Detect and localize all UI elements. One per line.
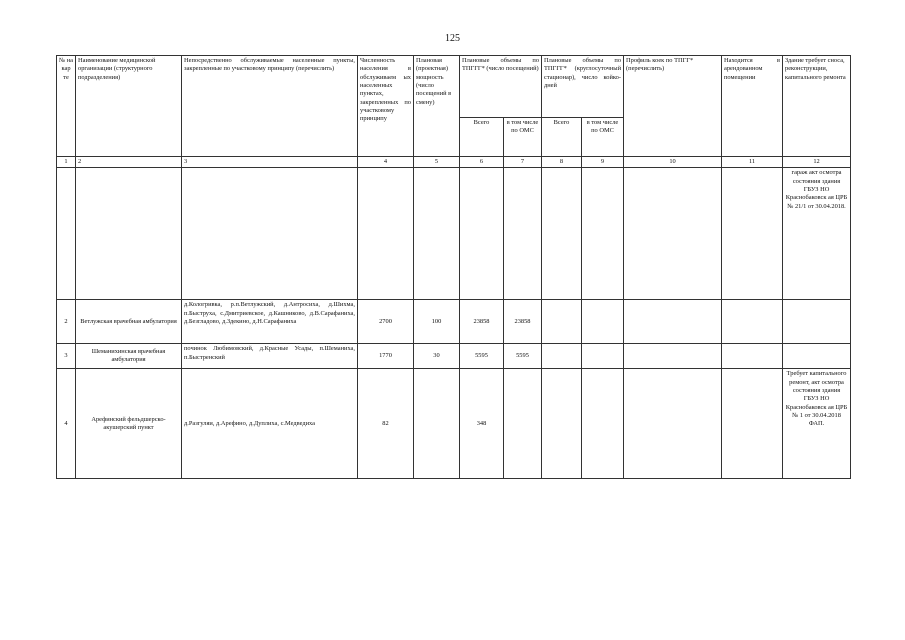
column-number: 4 (358, 157, 414, 168)
table-row (57, 369, 851, 479)
table-row (57, 168, 851, 300)
header-visits-group: Плановые объемы по ТПГГГ* (число посещений) (460, 56, 542, 118)
cell-visits-oms: 5595 (504, 344, 542, 369)
column-number: 1 (57, 157, 76, 168)
header-org: Наименование медицинской организации (структурного подразделения) (76, 56, 182, 157)
header-visits-oms: в том числе по ОМС (504, 118, 542, 157)
cell-org (76, 168, 182, 300)
column-number: 7 (504, 157, 542, 168)
cell-visits-oms (504, 168, 542, 300)
column-number-row (57, 157, 851, 168)
cell-population: 2700 (358, 300, 414, 344)
cell-visits-total: 5595 (460, 344, 504, 369)
cell-capacity: 100 (414, 300, 460, 344)
column-number: 12 (783, 157, 851, 168)
column-number: 11 (722, 157, 783, 168)
cell-visits-oms: 23858 (504, 300, 542, 344)
cell-beds-total (542, 168, 582, 300)
cell-repair (783, 300, 851, 344)
header-population: Численность населения в обслуживаем ых населенных пунктах, закрепленных по участковому принципу (358, 56, 414, 157)
cell-visits-total (460, 168, 504, 300)
cell-beds-total (542, 369, 582, 479)
header-beds-oms: в том числе по ОМС (582, 118, 624, 157)
cell-num: 4 (57, 369, 76, 479)
header-row (57, 56, 851, 118)
cell-rented (722, 300, 783, 344)
header-capacity: Плановая (проектная) мощность (число посещений в смену) (414, 56, 460, 157)
cell-repair (783, 344, 851, 369)
cell-profile (624, 369, 722, 479)
cell-population (358, 168, 414, 300)
cell-beds-total (542, 344, 582, 369)
cell-population: 1770 (358, 344, 414, 369)
cell-rented (722, 168, 783, 300)
column-number: 10 (624, 157, 722, 168)
cell-profile (624, 344, 722, 369)
cell-org: Ветлужская врачебная амбулатория (76, 300, 182, 344)
table-row (57, 344, 851, 369)
cell-visits-total: 348 (460, 369, 504, 479)
cell-visits-total: 23858 (460, 300, 504, 344)
cell-org: Арефинский фельдшерско-акушерский пункт (76, 369, 182, 479)
cell-num: 2 (57, 300, 76, 344)
cell-num: 3 (57, 344, 76, 369)
page-number: 125 (445, 33, 460, 44)
cell-profile (624, 168, 722, 300)
cell-beds-oms (582, 300, 624, 344)
cell-capacity (414, 369, 460, 479)
header-profile: Профиль коек по ТПГГ* (перечислить) (624, 56, 722, 157)
header-rented: Находится в арендованном помещении (722, 56, 783, 157)
cell-areas: починок Любимовский, д.Красные Усады, п.Шеманиха, п.Быстренский (182, 344, 358, 369)
cell-areas: д.Разгуляи, д.Арефино, д.Дуплиха, с.Медведиха (182, 369, 358, 479)
column-number: 2 (76, 157, 182, 168)
cell-areas: д.Кологривка, р.п.Ветлужский, д.Антросиха, д.Шихма, п.Быструха, с.Дмитриевское, д.Кашниково, д.В.Сарафаниха, д.Безгладово, д.Здекино, д.Н.Сарафаниха (182, 300, 358, 344)
cell-beds-oms (582, 168, 624, 300)
cell-population: 82 (358, 369, 414, 479)
header-repair: Здание требует сноса, реконструкции, капитального ремонта (783, 56, 851, 157)
header-visits-total: Всего (460, 118, 504, 157)
column-number: 3 (182, 157, 358, 168)
cell-num (57, 168, 76, 300)
facilities-table (56, 55, 851, 479)
column-number: 9 (582, 157, 624, 168)
column-number: 8 (542, 157, 582, 168)
table-row (57, 300, 851, 344)
cell-visits-oms (504, 369, 542, 479)
header-areas: Непосредственно обслуживаемые населенные пункты, закрепленные по участковому принципу (перечислить) (182, 56, 358, 157)
column-number: 5 (414, 157, 460, 168)
cell-areas (182, 168, 358, 300)
cell-capacity (414, 168, 460, 300)
cell-rented (722, 369, 783, 479)
cell-beds-oms (582, 369, 624, 479)
cell-beds-total (542, 300, 582, 344)
cell-rented (722, 344, 783, 369)
header-beds-group: Плановые объемы по ТПГГГ* (круглосуточный стационар), число койко-дней (542, 56, 624, 118)
column-number: 6 (460, 157, 504, 168)
cell-org: Шеманихинская врачебная амбулатория (76, 344, 182, 369)
cell-capacity: 30 (414, 344, 460, 369)
cell-beds-oms (582, 344, 624, 369)
cell-profile (624, 300, 722, 344)
header-beds-total: Всего (542, 118, 582, 157)
cell-repair: гараж акт осмотра состояния здания ГБУЗ НО Краснобаковск ая ЦРБ № 21/1 от 30.04.2018. (783, 168, 851, 300)
cell-repair: Требует капитального ремонт, акт осмотра состояния здания ГБУЗ НО Краснобаковск ая ЦРБ № 1 от 30.04.2018 ФАП. (783, 369, 851, 479)
header-num: № на кар те (57, 56, 76, 157)
